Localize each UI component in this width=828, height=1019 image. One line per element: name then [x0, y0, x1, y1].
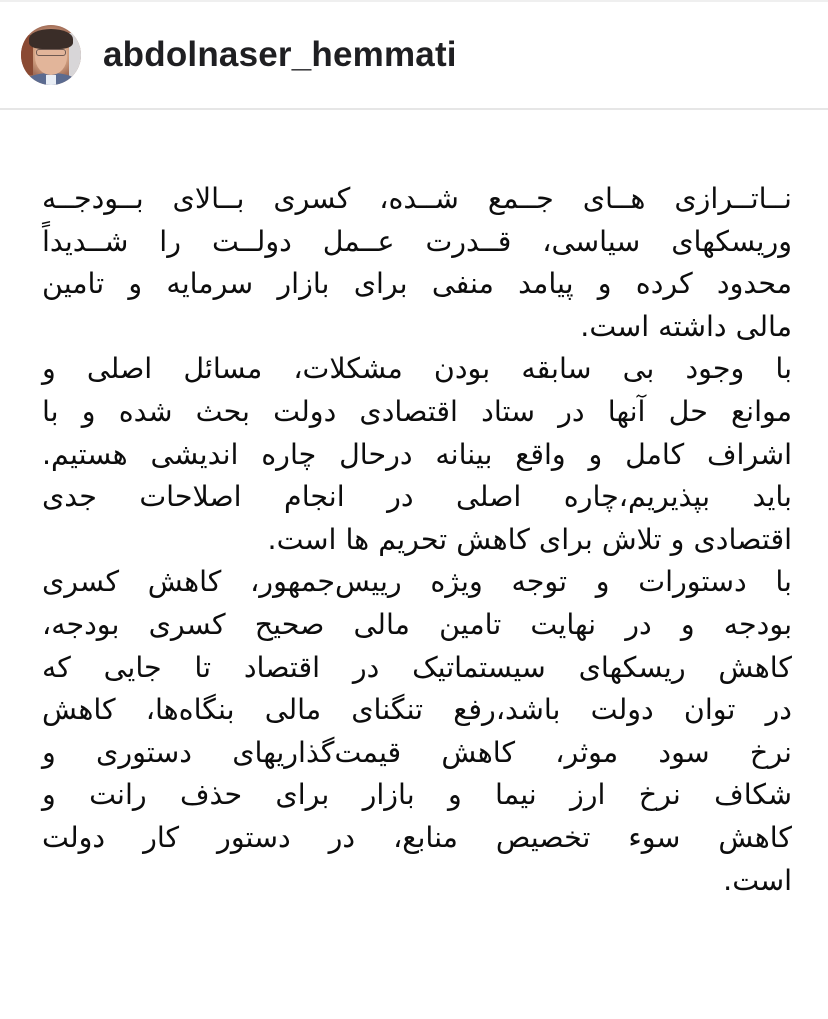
username-link[interactable]: abdolnaser_hemmati [103, 35, 457, 74]
text-line: با دستورات و توجه ویژه رییس‌جمهور، کاهش کسری [42, 565, 792, 599]
text-line: است. [723, 863, 792, 897]
post-image-text [42, 178, 792, 902]
avatar-glasses [36, 49, 66, 56]
text-line: وریسکهای سیاسی، قــدرت عــمل دولــت را شــدیداً [42, 224, 792, 258]
avatar[interactable] [21, 25, 81, 85]
text-line: کاهش سوء تخصیص منابع، در دستور کار دولت [42, 820, 792, 854]
text-line: اقتصادی و تلاش برای کاهش تحریم ها است. [267, 522, 792, 556]
text-line: نــاتــرازی هــای جــمع شــده، کسری بــالای بــودجــه [42, 182, 792, 215]
header-divider [0, 108, 828, 110]
avatar-shirt [46, 75, 56, 85]
text-line: اشراف کامل و واقع بینانه درحال چاره اندیشی هستیم. [42, 437, 792, 471]
text-line: با وجود بی سابقه بودن مشکلات، مسائل اصلی و [42, 352, 792, 386]
text-line: مالی داشته است. [580, 309, 792, 343]
text-line: کاهش ریسکهای سیستماتیک در اقتصاد تا جایی که [42, 650, 792, 684]
text-line: محدود کرده و پیامد منفی برای بازار سرمایه و تامین [42, 267, 792, 301]
text-line: بودجه و در نهایت تامین مالی صحیح کسری بودجه، [42, 607, 792, 641]
text-line: موانع حل آنها در ستاد اقتصادی دولت بحث شده و با [42, 394, 792, 428]
text-line: باید بپذیریم،چاره اصلی در انجام اصلاحات جدی [42, 480, 792, 514]
post-header [0, 2, 828, 108]
text-line: در توان دولت باشد،رفع تنگنای مالی بنگاه‌ها، کاهش [42, 693, 792, 727]
text-line: شکاف نرخ ارز نیما و بازار برای حذف رانت و [42, 778, 792, 812]
avatar-hair [29, 29, 73, 49]
text-line: نرخ سود موثر، کاهش قیمت‌گذاریهای دستوری و [42, 735, 792, 769]
